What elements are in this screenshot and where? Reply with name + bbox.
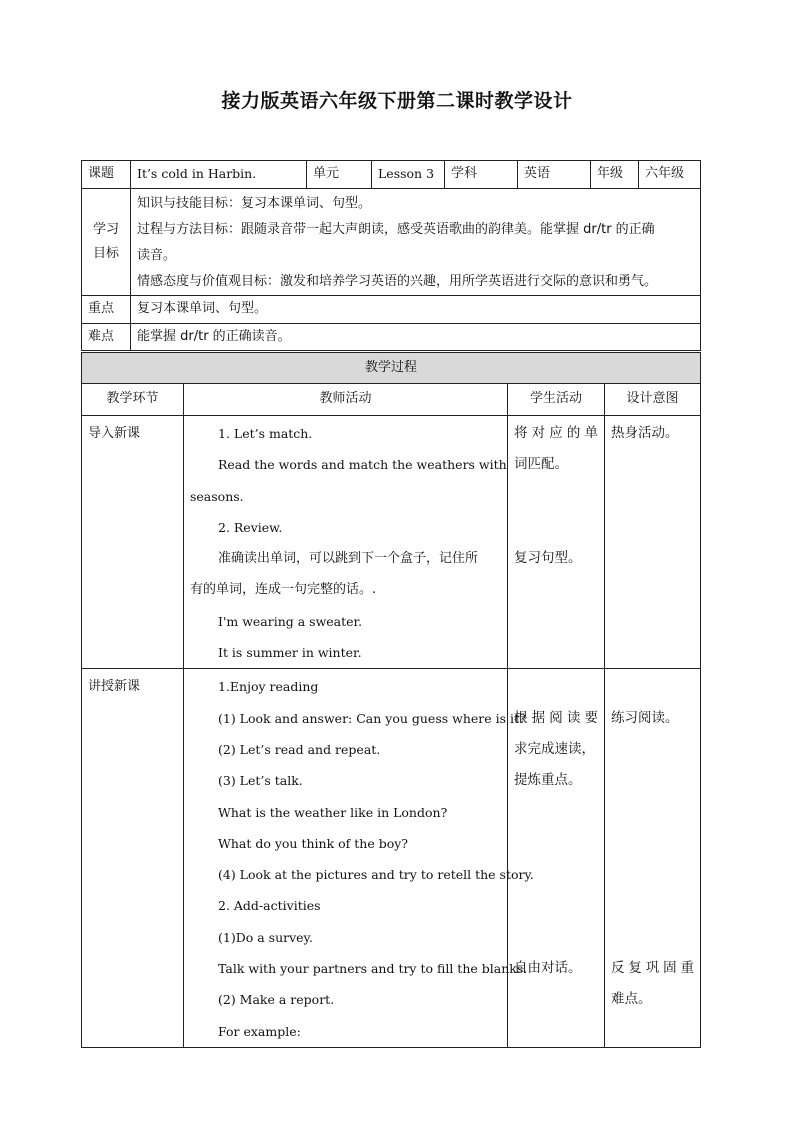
student-line: 复习句型。 <box>514 550 582 567</box>
teacher-line: 准确读出单词，可以跳到下一个盒子，记住所 <box>218 551 479 567</box>
table-row <box>82 669 701 1048</box>
student-line: 根据阅读要 <box>514 709 598 726</box>
topic-label: 课题 <box>82 161 131 189</box>
grade-value: 六年级 <box>639 161 701 189</box>
teacher-line: (4) Look at the pictures and try to retell the story. <box>218 867 534 883</box>
student-line <box>514 828 598 859</box>
goal-process-cont: 读音。 <box>137 248 177 263</box>
key-label: 重点 <box>82 296 131 324</box>
student-line: 提炼重点。 <box>514 772 582 789</box>
student-line: 求完成速读， <box>514 740 595 757</box>
subject-value: 英语 <box>518 161 591 189</box>
stage-intro <box>82 416 184 669</box>
intent-line <box>611 765 694 796</box>
intent-line: 难点。 <box>611 991 652 1008</box>
topic-value: It’s cold in Harbin. <box>131 161 307 189</box>
unit-value: Lesson 3 <box>372 161 445 189</box>
student-line <box>514 481 598 512</box>
student-activity <box>508 416 605 669</box>
student-line <box>514 797 598 828</box>
student-line: 将对应的单 <box>514 425 598 441</box>
col-header-intent: 设计意图 <box>605 384 701 416</box>
teacher-line: What is the weather like in London? <box>218 804 448 820</box>
teacher-activity <box>184 416 508 669</box>
student-line <box>514 890 598 921</box>
teacher-line: 有的单词，连成一句完整的话。. <box>190 582 377 598</box>
teacher-line: It is summer in winter. <box>218 645 362 661</box>
student-line: 词匹配。 <box>514 456 568 473</box>
unit-label: 单元 <box>307 161 372 189</box>
intent-line <box>611 922 694 953</box>
teacher-line: (3) Let’s talk. <box>218 773 303 789</box>
goals-label-text: 学习目标 <box>92 222 119 261</box>
teacher-line: (2) Let’s read and repeat. <box>218 741 381 757</box>
difficulty-label: 难点 <box>82 324 131 351</box>
col-header-teacher: 教师活动 <box>184 384 508 416</box>
col-header-student: 学生活动 <box>508 384 605 416</box>
design-intent <box>605 416 701 669</box>
lesson-info-table <box>81 160 701 351</box>
teacher-line: seasons. <box>190 488 244 504</box>
intent-line <box>611 859 694 890</box>
grade-label: 年级 <box>591 161 639 189</box>
goals-cell <box>131 189 701 296</box>
intent-line <box>611 797 694 828</box>
teacher-line: I'm wearing a sweater. <box>218 613 363 629</box>
teacher-line: (2) Make a report. <box>218 992 335 1008</box>
student-line <box>514 922 598 953</box>
intent-line: 热身活动。 <box>611 425 679 441</box>
design-intent <box>605 669 701 1048</box>
student-activity <box>508 669 605 1048</box>
teacher-line: Talk with your partners and try to fill the blanks. <box>218 961 528 977</box>
process-header: 教学过程 <box>82 353 701 384</box>
key-value: 复习本课单词、句型。 <box>131 296 701 324</box>
col-header-stage: 教学环节 <box>82 384 184 416</box>
teacher-line: For example: <box>218 1023 301 1039</box>
teacher-line: 2. Add-activities <box>218 898 321 914</box>
intent-line <box>611 671 694 702</box>
stage-label: 导入新课 <box>88 426 141 441</box>
intent-line <box>611 828 694 859</box>
difficulty-value: 能掌握 dr/tr 的正确读音。 <box>131 324 701 351</box>
student-line <box>514 671 598 702</box>
student-line <box>514 512 598 543</box>
teacher-line: Read the words and match the weathers with <box>218 457 507 473</box>
student-line: 自由对话。 <box>514 960 582 977</box>
teacher-line: What do you think of the boy? <box>218 835 408 851</box>
teacher-activity <box>184 669 534 1048</box>
subject-label: 学科 <box>445 161 518 189</box>
table-row <box>82 416 701 669</box>
goal-knowledge: 知识与技能目标：复习本课单词、句型。 <box>137 196 372 211</box>
intent-line: 反复巩固重 <box>611 960 695 977</box>
intent-line <box>611 734 694 765</box>
goal-process: 过程与方法目标：跟随录音带一起大声朗读，感受英语歌曲的韵律美。能掌握 dr/tr 的正确 <box>137 222 655 237</box>
intent-line: 练习阅读。 <box>611 709 679 726</box>
teacher-line: 1. Let’s match. <box>218 426 313 441</box>
teacher-line: 2. Review. <box>218 519 283 535</box>
goals-label <box>82 189 131 296</box>
stage-new <box>82 669 184 1048</box>
stage-label: 讲授新课 <box>88 679 141 695</box>
process-table <box>81 352 701 1048</box>
teacher-line: 1.Enjoy reading <box>218 679 319 695</box>
goal-attitude: 情感态度与价值观目标：激发和培养学习英语的兴趣，用所学英语进行交际的意识和勇气。 <box>137 274 658 289</box>
teacher-line: (1)Do a survey. <box>218 929 313 945</box>
teacher-line: (1) Look and answer: Can you guess where is it? <box>218 710 526 726</box>
intent-line <box>611 890 694 921</box>
document-title: 接力版英语六年级下册第二课时教学设计 <box>221 90 573 112</box>
